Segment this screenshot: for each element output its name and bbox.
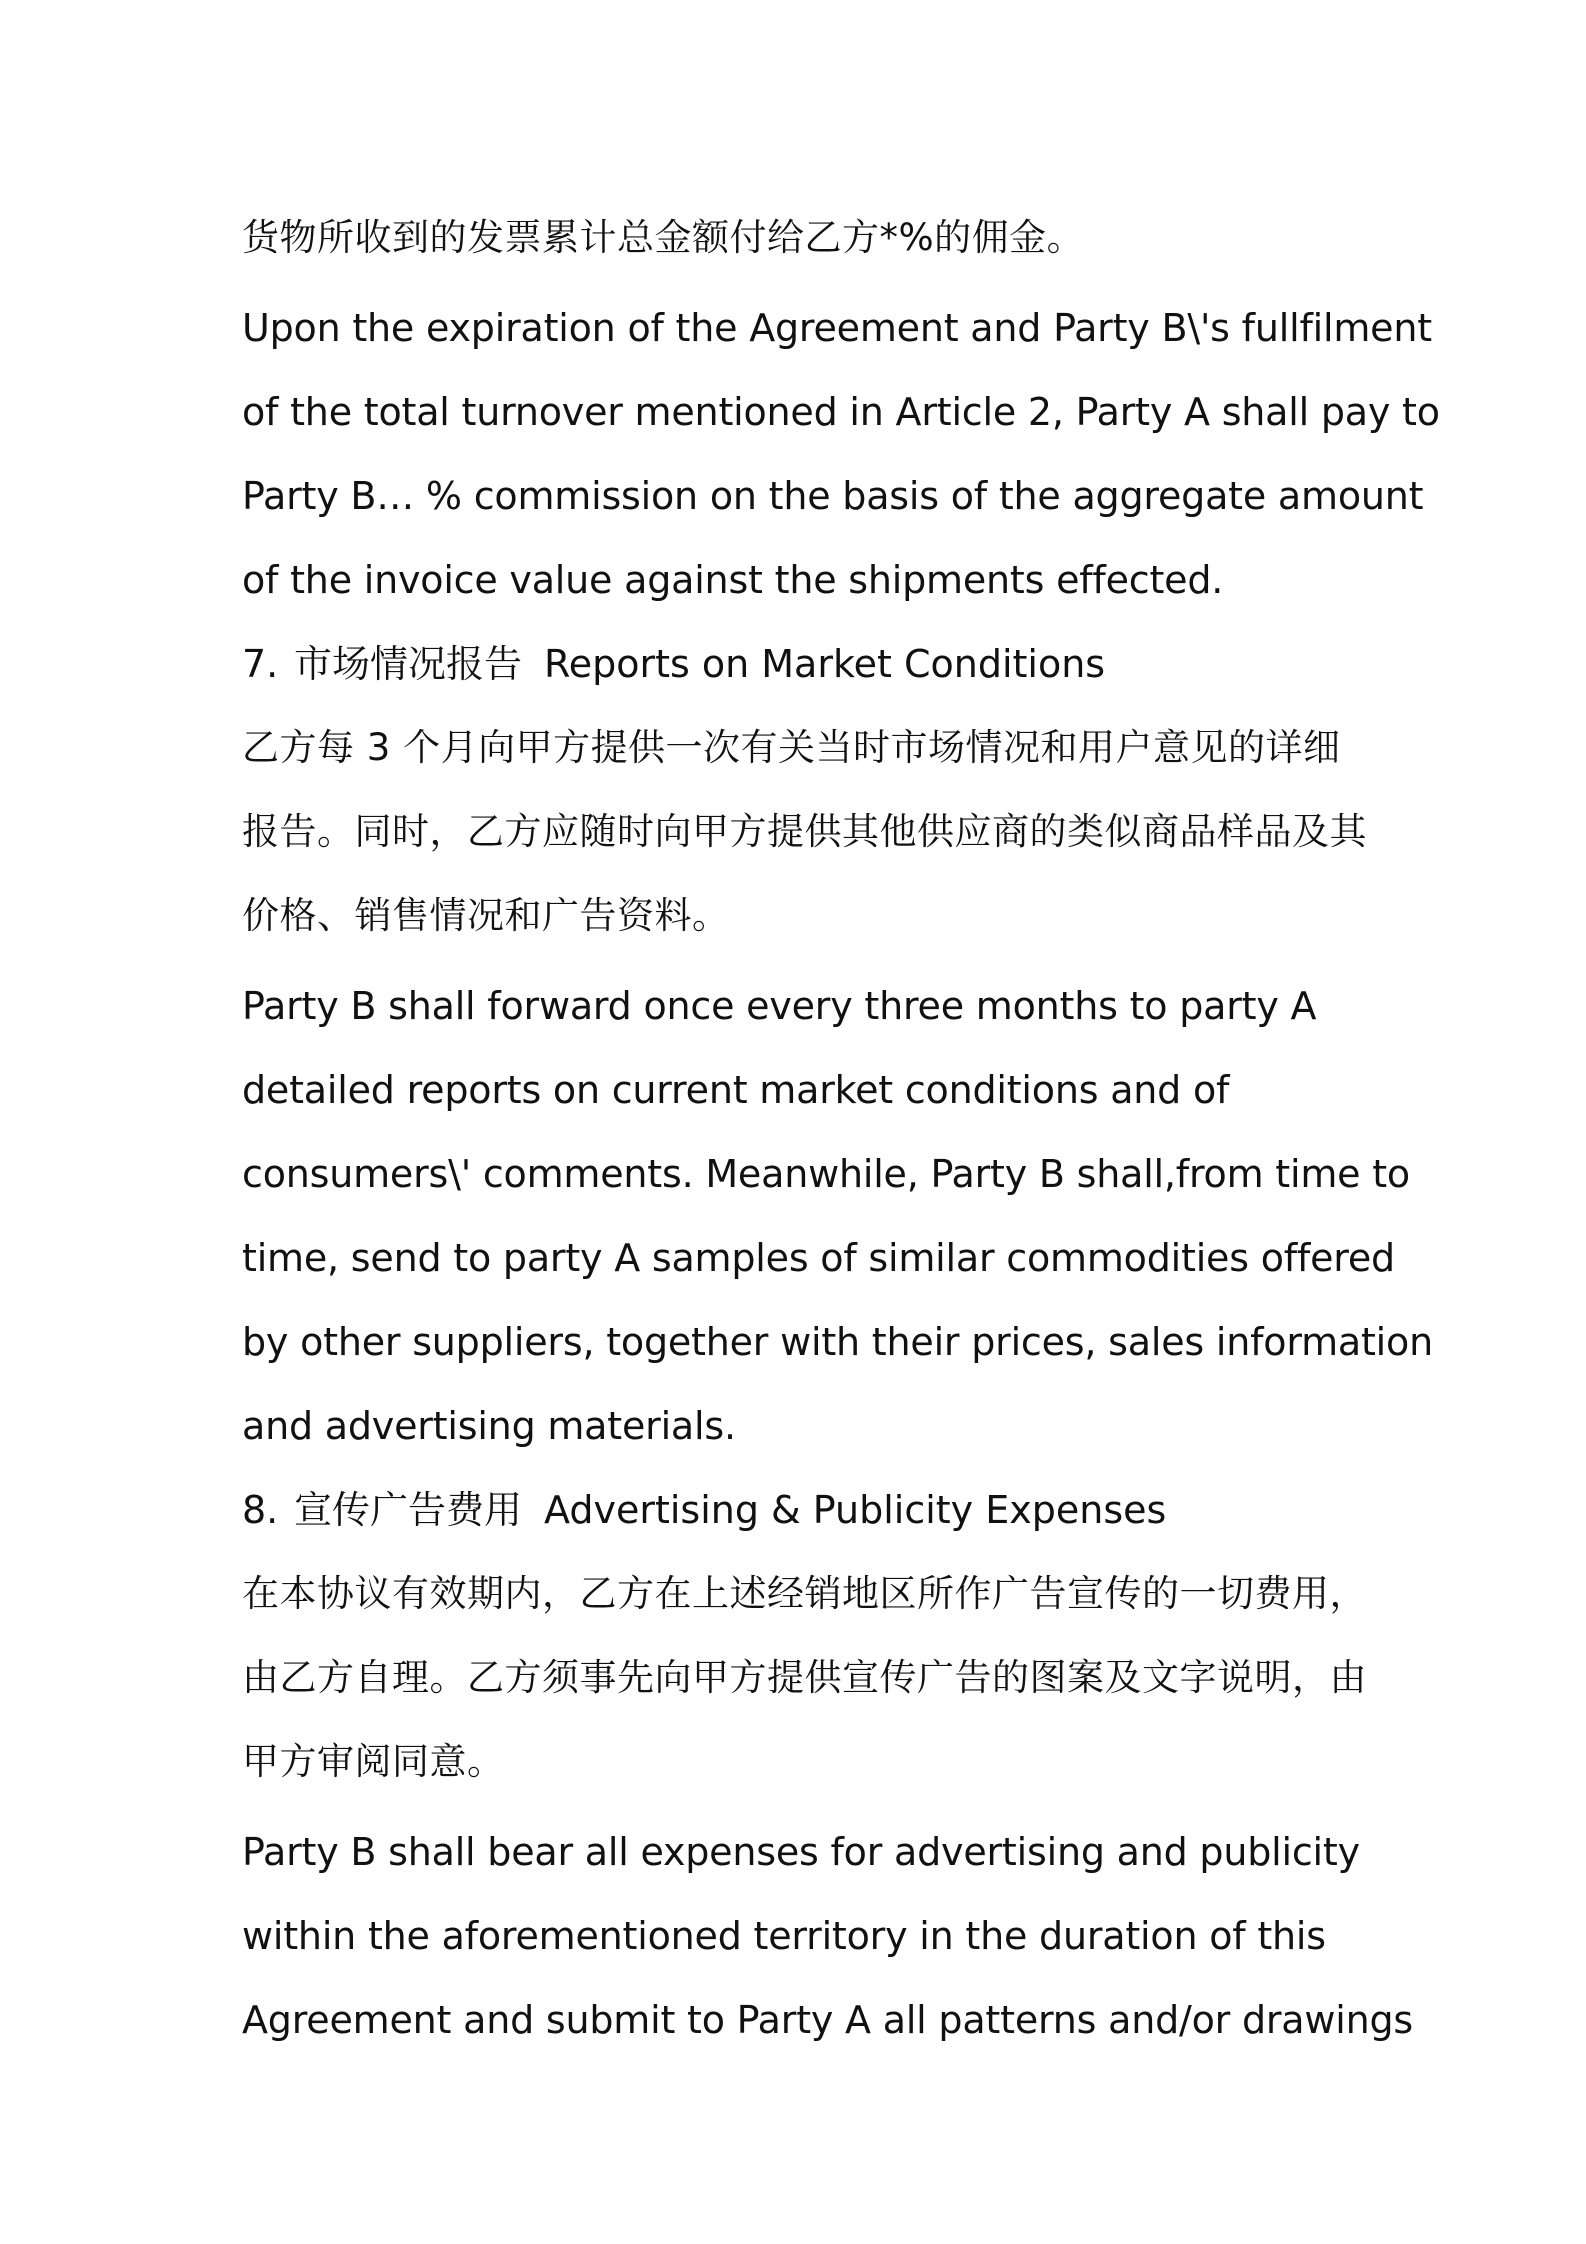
- text-line: time, send to party A samples of similar commodities offered: [242, 1236, 1395, 1280]
- section-number: 8.: [242, 1488, 279, 1532]
- paragraph-commission-en: [242, 286, 1440, 622]
- text-line: 货物所收到的发票累计总金额付给乙方*%的佣金。: [242, 216, 1085, 259]
- section-heading-8: [242, 1468, 1372, 1552]
- paragraph-advertising-cn: [242, 1552, 1372, 1804]
- text-line: within the aforementioned territory in the duration of this: [242, 1914, 1326, 1958]
- text-line: Party B… % commission on the basis of the aggregate amount: [242, 474, 1424, 518]
- text-line: Upon the expiration of the Agreement and Party B\'s fullfilment: [242, 306, 1432, 350]
- paragraph-commission-cn: [242, 196, 1372, 280]
- paragraph-advertising-en: [242, 1810, 1414, 2062]
- text-line: and advertising materials.: [242, 1404, 736, 1448]
- paragraph-reports-cn: [242, 706, 1372, 958]
- section-heading-7: [242, 622, 1372, 706]
- section-title-en: Reports on Market Conditions: [544, 642, 1106, 686]
- text-line: of the invoice value against the shipments effected.: [242, 558, 1224, 602]
- text-line: Party B shall forward once every three months to party A: [242, 984, 1317, 1028]
- text-line: 在本协议有效期内，乙方在上述经销地区所作广告宣传的一切费用，: [242, 1572, 1367, 1615]
- text-line: Party B shall bear all expenses for advertising and publicity: [242, 1830, 1360, 1874]
- text-line: by other suppliers, together with their prices, sales information: [242, 1320, 1433, 1364]
- text-line: detailed reports on current market conditions and of: [242, 1068, 1230, 1112]
- section-title-cn: 市场情况报告: [294, 642, 523, 686]
- text-line: 甲方审阅同意。: [242, 1740, 505, 1783]
- paragraph-reports-en: [242, 964, 1433, 1468]
- section-title-cn: 宣传广告费用: [294, 1488, 523, 1532]
- section-number: 7.: [242, 642, 279, 686]
- text-line: 报告。同时，乙方应随时向甲方提供其他供应商的类似商品样品及其: [242, 810, 1367, 853]
- text-line: 价格、销售情况和广告资料。: [242, 894, 730, 937]
- text-line: Agreement and submit to Party A all patterns and/or drawings: [242, 1998, 1414, 2042]
- text-line: consumers\' comments. Meanwhile, Party B shall,from time to: [242, 1152, 1410, 1196]
- section-title-en: Advertising & Publicity Expenses: [544, 1488, 1167, 1532]
- document-body: [242, 196, 1440, 2062]
- text-line: 由乙方自理。乙方须事先向甲方提供宣传广告的图案及文字说明，由: [242, 1656, 1367, 1699]
- text-line: 乙方每 3 个月向甲方提供一次有关当时市场情况和用户意见的详细: [242, 726, 1341, 769]
- text-line: of the total turnover mentioned in Article 2, Party A shall pay to: [242, 390, 1440, 434]
